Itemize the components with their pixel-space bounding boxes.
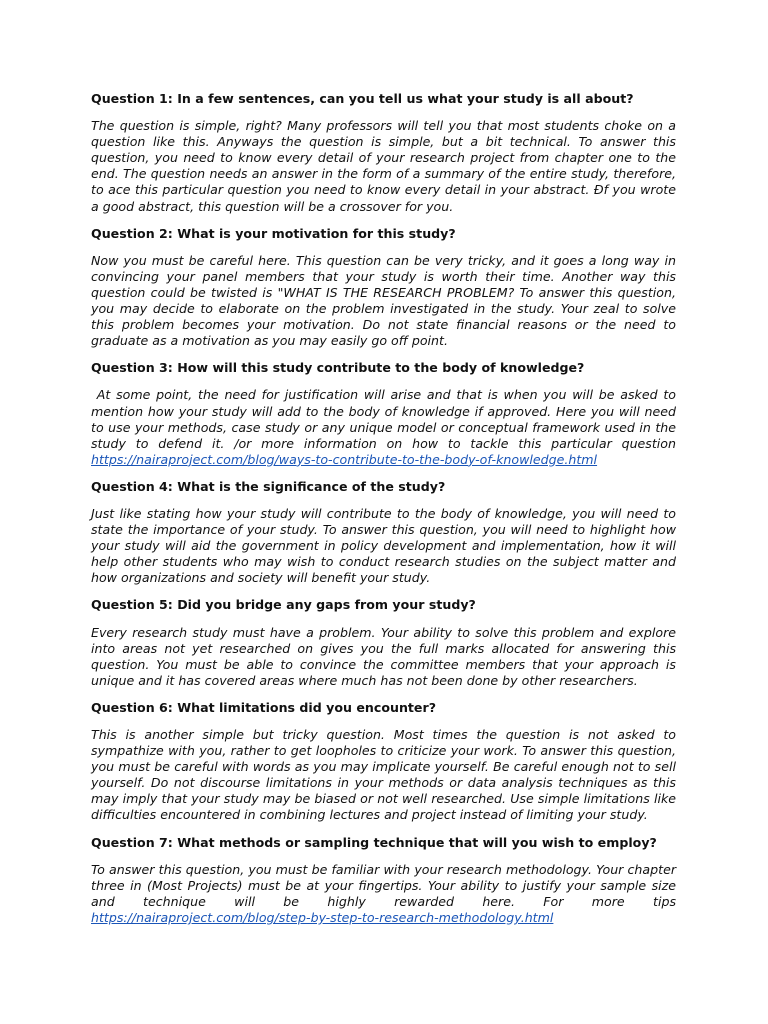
question-3 <box>91 360 676 468</box>
document-page <box>91 91 676 937</box>
question-heading: Question 7: What methods or sampling technique that will you wish to employ? <box>91 834 657 850</box>
question-answer: Every research study must have a problem. Your ability to solve this problem and explore into areas not yet researched on gives you the full marks allocated for answering this question. You must be able to convince the committee members that your approach is unique and it has covered areas where much has not been done by other researchers. <box>91 624 676 688</box>
question-answer: To answer this question, you must be familiar with your research methodology. Your chapter three in (Most Projects) must be at your fingertips. Your ability to justify your sample size and technique will be highly rewarded here. For more tips <box>91 861 676 909</box>
question-heading: Question 4: What is the significance of the study? <box>91 478 446 494</box>
question-heading: Question 6: What limitations did you encounter? <box>91 699 436 715</box>
question-heading: Question 2: What is your motivation for this study? <box>91 225 456 241</box>
question-heading: Question 1: In a few sentences, can you tell us what your study is all about? <box>91 91 634 106</box>
question-answer-block <box>91 862 676 926</box>
question-answer: This is another simple but tricky question. Most times the question is not asked to sympathize with you, rather to get loopholes to criticize your work. To answer this question, you must be careful with words as you may implicate yourself. Be careful enough not to sell yourself. Do not discourse limitations in your methods or data analysis techniques as this may imply that your study may be biased or not well researched. Use simple limitations like difficulties encountered in combining lectures and project instead of limiting your study. <box>91 727 676 823</box>
question-answer-block <box>91 387 676 467</box>
question-heading: Question 5: Did you bridge any gaps from your study? <box>91 597 476 613</box>
question-heading: Question 3: How will this study contribute to the body of knowledge? <box>91 360 585 376</box>
question-6 <box>91 700 676 824</box>
question-answer: At some point, the need for justification will arise and that is when you will be asked to mention how your study will add to the body of knowledge if approved. Here you will need to use your methods, case study or any unique model or conceptual framework used in the study to defend it. /or more information on how to tackle this particular question <box>91 387 676 451</box>
question-answer: The question is simple, right? Many professors will tell you that most students choke on a question like this. Anyways the question is simple, but a bit technical. To answer this question, you need to know every detail of your research project from chapter one to the end. The question needs an answer in the form of a summary of the entire study, therefore, to ace this particular question you need to know every detail in your abstract. Ðf you wrote a good abstract, this question will be a crossover for you. <box>91 118 676 214</box>
question-5 <box>91 597 676 688</box>
question-7 <box>91 835 676 926</box>
question-answer: Now you must be careful here. This question can be very tricky, and it goes a long way in convincing your panel members that your study is worth their time. Another way this question could be twisted is "WHAT IS THE RESEARCH PROBLEM? To answer this question, you may decide to elaborate on the problem investigated in the study. Your zeal to solve this problem becomes your motivation. Do not state financial reasons or the need to graduate as a motivation as you may easily go off point. <box>91 252 676 349</box>
methodology-article-link[interactable]: https://nairaproject.com/blog/step-by-step-to-research-methodology.html <box>91 909 554 925</box>
contribution-article-link[interactable]: https://nairaproject.com/blog/ways-to-contribute-to-the-body-of-knowledge.html <box>91 451 598 467</box>
question-2 <box>91 226 676 350</box>
question-answer: Just like stating how your study will contribute to the body of knowledge, you will need to state the importance of your study. To answer this question, you will need to highlight how your study will aid the government in policy development and implementation, how it will help other students who may wish to conduct research studies on the subject matter and how organizations and society will benefit your study. <box>91 505 676 586</box>
question-4 <box>91 479 676 587</box>
question-1 <box>91 91 676 215</box>
